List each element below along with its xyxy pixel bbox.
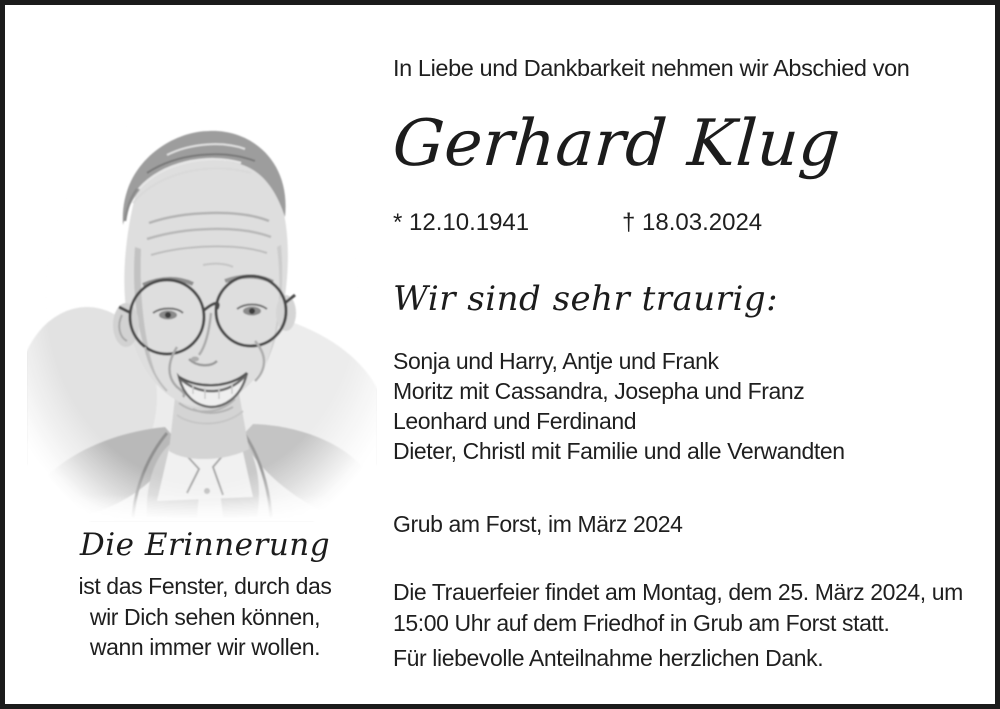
funeral-info: Die Trauerfeier findet am Montag, dem 25. März 2024, um 15:00 Uhr auf dem Friedhof in Grub am Forst statt. — [393, 579, 963, 636]
place-date-line: Grub am Forst, im März 2024 — [393, 511, 683, 537]
mourners-list — [393, 346, 845, 466]
intro-line: In Liebe und Dankbarkeit nehmen wir Abschied von — [393, 55, 910, 81]
mourning-heading: Wir sind sehr traurig: — [393, 279, 779, 319]
life-dates — [393, 209, 953, 237]
verse-line: wir Dich sehen können, — [89, 603, 321, 630]
mourner-line: Dieter, Christl mit Familie und alle Verwandten — [393, 438, 845, 464]
death-date: † 18.03.2024 — [622, 209, 763, 236]
portrait-photo — [27, 97, 377, 522]
deceased-name: Gerhard Klug — [390, 107, 843, 181]
birth-date: * 12.10.1941 — [393, 209, 530, 236]
verse-lines — [35, 571, 375, 663]
verse-line: wann immer wir wollen. — [89, 634, 321, 660]
mourner-line: Moritz mit Cassandra, Josepha und Franz — [393, 378, 805, 404]
mourner-line: Sonja und Harry, Antje und Frank — [393, 348, 719, 374]
verse-heading: Die Erinnerung — [79, 527, 331, 563]
thanks-line: Für liebevolle Anteilnahme herzlichen Dank. — [393, 645, 824, 671]
verse-line: ist das Fenster, durch das — [78, 573, 332, 599]
mourner-line: Leonhard und Ferdinand — [393, 408, 637, 434]
